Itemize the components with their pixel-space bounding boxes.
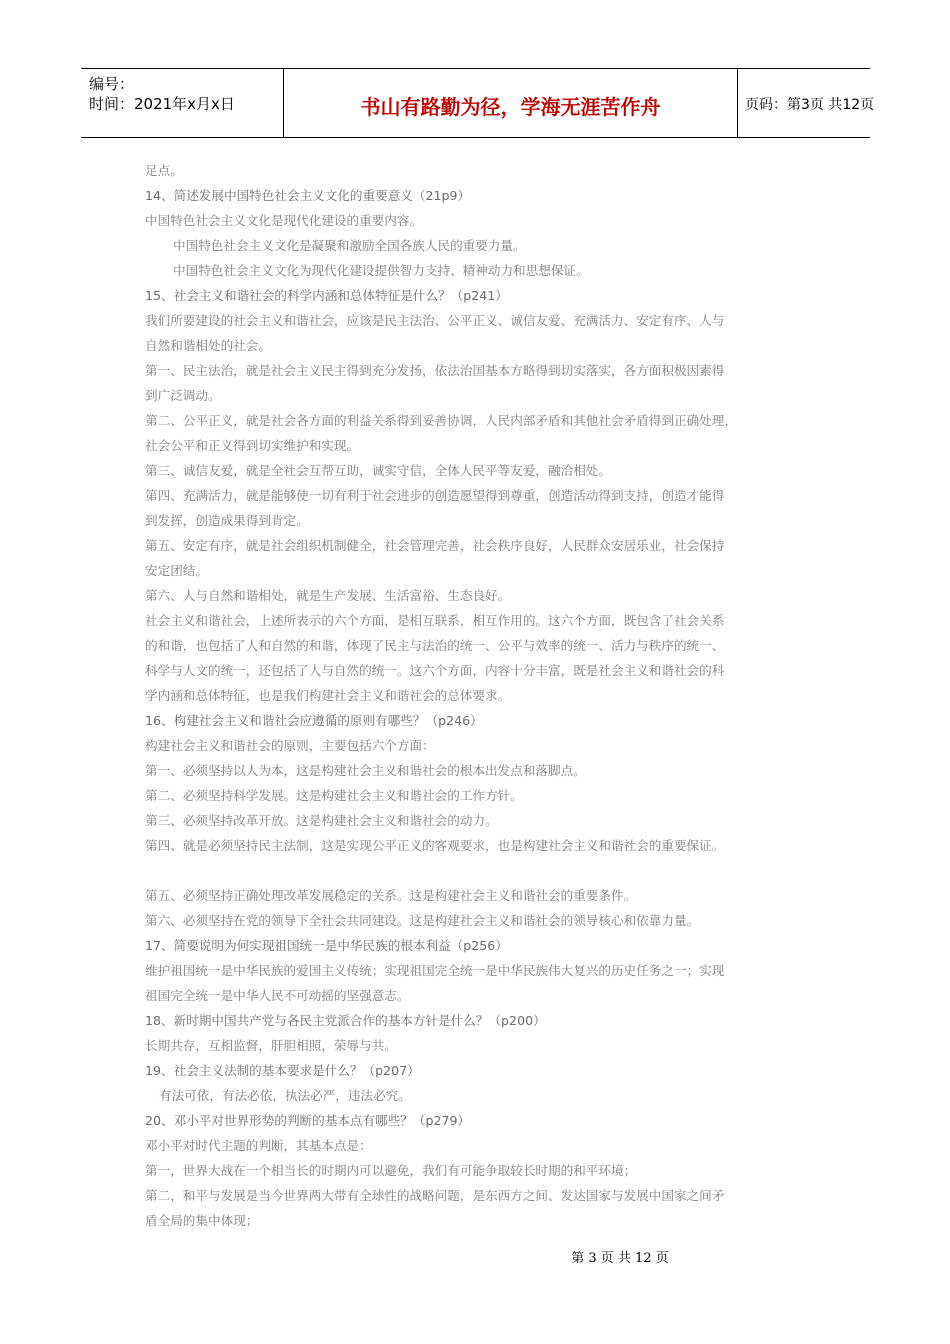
body-line: 盾全局的集中体现；	[145, 1213, 259, 1228]
blank-line	[145, 858, 825, 883]
question-heading: 15、社会主义和谐社会的科学内涵和总体特征是什么？（p241）	[145, 288, 508, 303]
body-line: 第三、诚信友爱，就是全社会互帮互助，诚实守信，全体人民平等友爱，融洽相处。	[145, 463, 611, 478]
document-date: 时间：2021年x月x日	[89, 95, 235, 113]
question-heading: 19、社会主义法制的基本要求是什么？（p207）	[145, 1063, 420, 1078]
body-line: 学内涵和总体特征，也是我们构建社会主义和谐社会的总体要求。	[145, 688, 511, 703]
body-line: 自然和谐相处的社会。	[145, 338, 271, 353]
body-line: 第六、必须坚持在党的领导下全社会共同建设。这是构建社会主义和谐社会的领导核心和依靠力量。	[145, 913, 700, 928]
document-body	[145, 158, 825, 1233]
body-line: 有法可依，有法必依，执法必严，违法必究。	[159, 1088, 411, 1103]
body-line: 到广泛调动。	[145, 388, 221, 403]
question-heading: 17、简要说明为何实现祖国统一是中华民族的根本利益（p256）	[145, 938, 508, 953]
body-line: 构建社会主义和谐社会的原则，主要包括六个方面：	[145, 738, 435, 753]
body-line: 第一、民主法治，就是社会主义民主得到充分发扬，依法治国基本方略得到切实落实，各方面积极因素得	[145, 363, 725, 378]
body-line: 社会公平和正义得到切实维护和实现。	[145, 438, 360, 453]
body-line: 邓小平对时代主题的判断，其基本点是：	[145, 1138, 372, 1153]
body-line: 第四、充满活力，就是能够使一切有利于社会进步的创造愿望得到尊重，创造活动得到支持，创造才能得	[145, 488, 725, 503]
header-page-info: 页码：第3页 共12页	[745, 97, 875, 113]
body-line: 第一，世界大战在一个相当长的时期内可以避免，我们有可能争取较长时期的和平环境；	[145, 1163, 637, 1178]
body-line: 足点。	[145, 163, 183, 178]
question-heading: 16、构建社会主义和谐社会应遵循的原则有哪些？（p246）	[145, 713, 483, 728]
body-line: 中国特色社会主义文化为现代化建设提供智力支持、精神动力和思想保证。	[173, 263, 589, 278]
question-heading: 18、新时期中国共产党与各民主党派合作的基本方针是什么？（p200）	[145, 1013, 546, 1028]
body-line: 的和谐，也包括了人和自然的和谐，体现了民主与法治的统一、公平与效率的统一、活力与秩序的统一、	[145, 638, 725, 653]
body-line: 第六、人与自然和谐相处，就是生产发展、生活富裕、生态良好。	[145, 588, 511, 603]
body-line: 科学与人文的统一，还包括了人与自然的统一。这六个方面，内容十分丰富，既是社会主义和谐社会的科	[145, 663, 725, 678]
page-header	[81, 68, 875, 138]
body-line: 维护祖国统一是中华民族的爱国主义传统；实现祖国完全统一是中华民族伟大复兴的历史任务之一；实现	[145, 963, 725, 978]
body-line: 祖国完全统一是中华人民不可动摇的坚强意志。	[145, 988, 410, 1003]
body-line: 第五、安定有序，就是社会组织机制健全，社会管理完善，社会秩序良好，人民群众安居乐业，社会保持	[145, 538, 725, 553]
body-line: 中国特色社会主义文化是现代化建设的重要内容。	[145, 213, 423, 228]
body-line: 社会主义和谐社会，上述所表示的六个方面，是相互联系，相互作用的。这六个方面，既包含了社会关系	[145, 613, 725, 628]
question-heading: 20、邓小平对世界形势的判断的基本点有哪些？（p279）	[145, 1113, 471, 1128]
header-motto: 书山有路勤为径，学海无涯苦作舟	[360, 95, 661, 119]
header-left-cell	[81, 69, 283, 137]
body-line: 我们所要建设的社会主义和谐社会，应该是民主法治、公平正义、诚信友爱、充满活力、安定有序、人与	[145, 313, 725, 328]
body-line: 第四、就是必须坚持民主法制，这是实现公平正义的客观要求，也是构建社会主义和谐社会的重要保证。	[145, 838, 725, 853]
header-right-cell	[737, 69, 875, 137]
page-footer: 第 3 页 共 12 页	[571, 1251, 669, 1266]
body-line: 安定团结。	[145, 563, 208, 578]
header-motto-cell	[283, 69, 738, 137]
body-line: 中国特色社会主义文化是凝聚和激励全国各族人民的重要力量。	[173, 238, 526, 253]
question-heading: 14、简述发展中国特色社会主义文化的重要意义（21p9）	[145, 188, 471, 203]
body-line: 第一、必须坚持以人为本，这是构建社会主义和谐社会的根本出发点和落脚点。	[145, 763, 586, 778]
body-line: 第二、必须坚持科学发展。这是构建社会主义和谐社会的工作方针。	[145, 788, 523, 803]
body-line: 到发挥，创造成果得到肯定。	[145, 513, 309, 528]
document-number-label: 编号：	[89, 75, 135, 93]
body-line: 第五、必须坚持正确处理改革发展稳定的关系。这是构建社会主义和谐社会的重要条件。	[145, 888, 637, 903]
body-line: 第二，和平与发展是当今世界两大带有全球性的战略问题，是东西方之间、发达国家与发展中国家之间矛	[145, 1188, 725, 1203]
body-line: 第二、公平正义，就是社会各方面的利益关系得到妥善协调，人民内部矛盾和其他社会矛盾得到正确处理，	[145, 413, 737, 428]
body-line: 第三、必须坚持改革开放。这是构建社会主义和谐社会的动力。	[145, 813, 498, 828]
body-line: 长期共存，互相监督，肝胆相照，荣辱与共。	[145, 1038, 397, 1053]
